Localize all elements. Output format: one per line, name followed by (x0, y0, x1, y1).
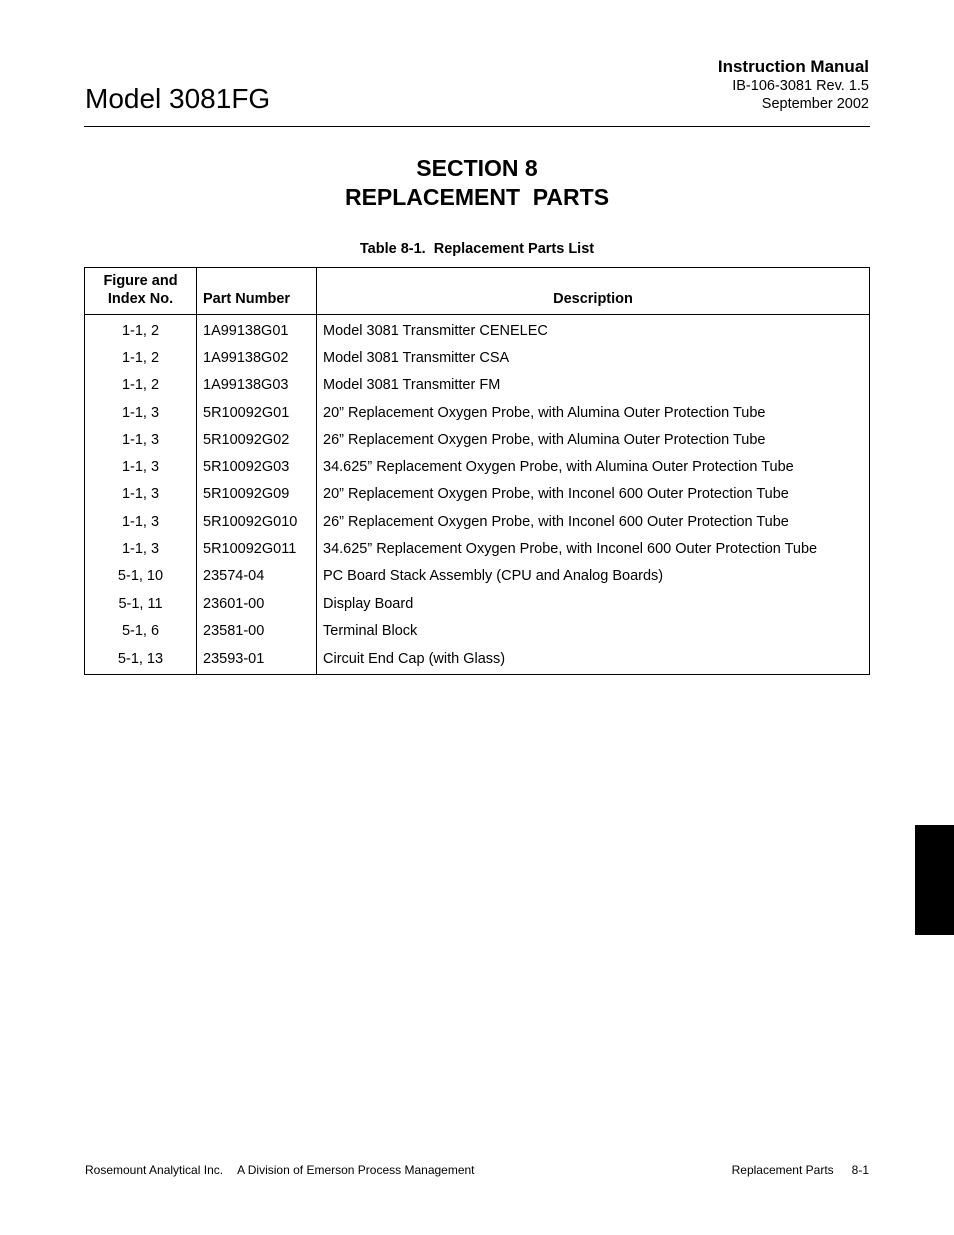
replacement-parts-table (84, 267, 870, 675)
figure-index-cell: 5-1, 13 (85, 645, 197, 675)
table-row (85, 508, 870, 535)
description-cell: Model 3081 Transmitter CSA (317, 344, 870, 371)
table-row (85, 426, 870, 453)
figure-index-cell: 1-1, 3 (85, 535, 197, 562)
part-number-cell: 23601-00 (197, 590, 317, 617)
figure-index-cell: 1-1, 2 (85, 315, 197, 345)
description-cell: Display Board (317, 590, 870, 617)
section-title: REPLACEMENT PARTS (344, 184, 610, 210)
table-row (85, 590, 870, 617)
table-row (85, 563, 870, 590)
description-cell: Circuit End Cap (with Glass) (317, 645, 870, 675)
figure-index-cell: 5-1, 11 (85, 590, 197, 617)
section-number: SECTION 8 (416, 155, 538, 181)
part-number-cell: 5R10092G010 (197, 508, 317, 535)
table-header-row (85, 268, 870, 315)
page-number: 8-1 (851, 1163, 869, 1177)
figure-index-header-line2: Index No. (107, 291, 174, 307)
table-row (85, 617, 870, 644)
figure-index-cell: 5-1, 10 (85, 563, 197, 590)
table-row (85, 372, 870, 399)
document-header (718, 57, 869, 113)
description-cell: Model 3081 Transmitter FM (317, 372, 870, 399)
description-cell: 20” Replacement Oxygen Probe, with Alumina Outer Protection Tube (317, 399, 870, 426)
figure-index-header (85, 268, 197, 315)
model-title: Model 3081FG (85, 83, 271, 114)
figure-index-header-line1: Figure and (103, 273, 178, 289)
figure-index-cell: 1-1, 3 (85, 508, 197, 535)
table-row (85, 453, 870, 480)
figure-index-cell: 1-1, 3 (85, 399, 197, 426)
description-cell: 20” Replacement Oxygen Probe, with Inconel 600 Outer Protection Tube (317, 481, 870, 508)
part-number-cell: 5R10092G09 (197, 481, 317, 508)
table-row (85, 344, 870, 371)
figure-index-cell: 1-1, 3 (85, 426, 197, 453)
table-row (85, 315, 870, 345)
description-cell: 26” Replacement Oxygen Probe, with Inconel 600 Outer Protection Tube (317, 508, 870, 535)
footer-division: A Division of Emerson Process Management (237, 1163, 475, 1177)
table-row (85, 535, 870, 562)
description-cell: Terminal Block (317, 617, 870, 644)
description-cell: Model 3081 Transmitter CENELEC (317, 315, 870, 345)
part-number-cell: 23574-04 (197, 563, 317, 590)
document-number: IB-106-3081 Rev. 1.5 (732, 78, 869, 94)
part-number-cell: 1A99138G01 (197, 315, 317, 345)
table-row (85, 399, 870, 426)
figure-index-cell: 1-1, 2 (85, 344, 197, 371)
part-number-cell: 1A99138G03 (197, 372, 317, 399)
part-number-cell: 23581-00 (197, 617, 317, 644)
table-caption: Table 8-1. Replacement Parts List (359, 241, 595, 257)
description-cell: PC Board Stack Assembly (CPU and Analog Boards) (317, 563, 870, 590)
part-number-cell: 5R10092G011 (197, 535, 317, 562)
footer-company: Rosemount Analytical Inc. (85, 1163, 224, 1177)
header-divider (84, 126, 870, 127)
table-row (85, 481, 870, 508)
part-number-cell: 5R10092G03 (197, 453, 317, 480)
figure-index-cell: 1-1, 3 (85, 481, 197, 508)
footer-left (85, 1163, 475, 1178)
manual-title: Instruction Manual (717, 57, 869, 76)
section-heading (0, 154, 954, 212)
part-number-header: Part Number (197, 268, 317, 315)
part-number-cell: 1A99138G02 (197, 344, 317, 371)
footer-section-name: Replacement Parts (731, 1163, 834, 1177)
part-number-cell: 5R10092G01 (197, 399, 317, 426)
figure-index-cell: 1-1, 2 (85, 372, 197, 399)
figure-index-cell: 1-1, 3 (85, 453, 197, 480)
description-cell: 26” Replacement Oxygen Probe, with Alumina Outer Protection Tube (317, 426, 870, 453)
table-row (85, 645, 870, 675)
document-date: September 2002 (761, 96, 869, 112)
part-number-cell: 5R10092G02 (197, 426, 317, 453)
description-cell: 34.625” Replacement Oxygen Probe, with Inconel 600 Outer Protection Tube (317, 535, 870, 562)
section-tab-marker (915, 825, 954, 935)
figure-index-cell: 5-1, 6 (85, 617, 197, 644)
description-header: Description (317, 268, 870, 315)
footer-right (732, 1163, 869, 1178)
part-number-cell: 23593-01 (197, 645, 317, 675)
description-cell: 34.625” Replacement Oxygen Probe, with Alumina Outer Protection Tube (317, 453, 870, 480)
